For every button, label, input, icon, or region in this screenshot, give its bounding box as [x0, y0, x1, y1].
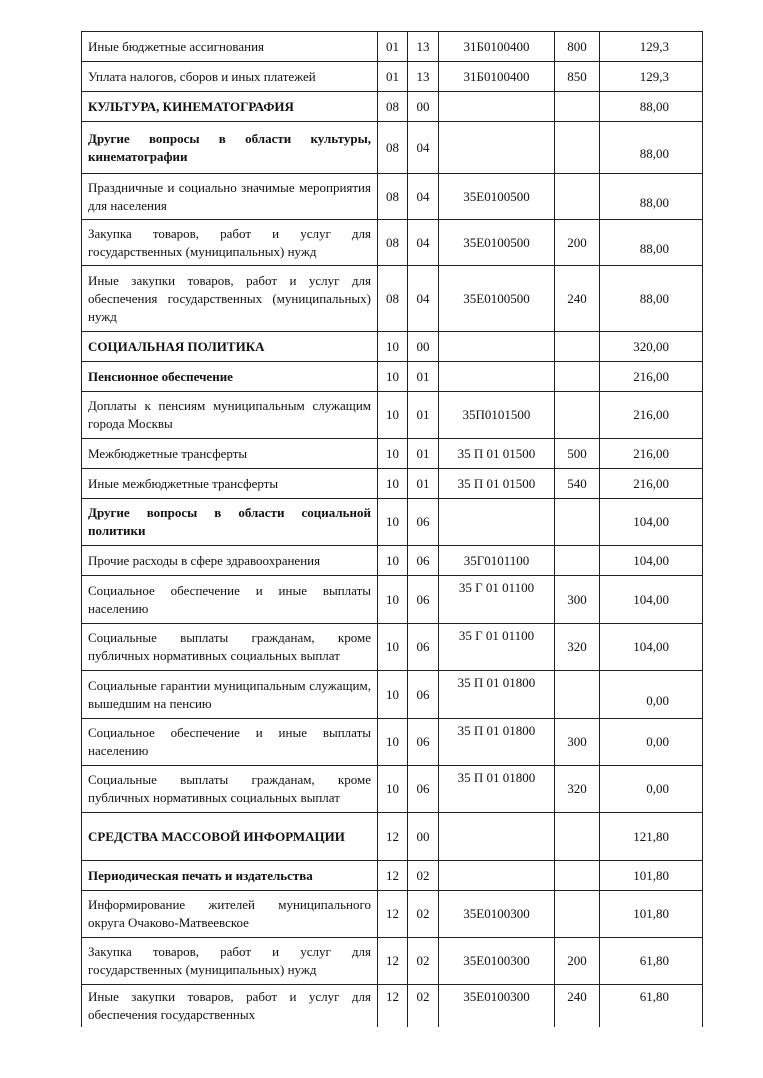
row-subsection: 06	[408, 624, 439, 671]
row-subsection: 00	[408, 92, 439, 122]
row-section: 08	[378, 122, 408, 174]
row-expense-type	[555, 861, 600, 891]
row-target-article: 35 П 01 01500	[439, 469, 555, 499]
row-target-article	[439, 122, 555, 174]
row-expense-type: 300	[555, 576, 600, 624]
row-name: Иные межбюджетные трансферты	[82, 469, 378, 499]
row-amount: 0,00	[600, 766, 703, 813]
row-amount: 0,00	[600, 719, 703, 766]
row-target-article: 35Е0100500	[439, 220, 555, 266]
row-name: Межбюджетные трансферты	[82, 439, 378, 469]
row-subsection: 06	[408, 576, 439, 624]
row-amount: 104,00	[600, 546, 703, 576]
row-expense-type	[555, 92, 600, 122]
row-name: Прочие расходы в сфере здравоохранения	[82, 546, 378, 576]
row-subsection: 01	[408, 469, 439, 499]
row-section: 12	[378, 985, 408, 1028]
table-row	[82, 174, 703, 220]
row-section: 10	[378, 719, 408, 766]
row-expense-type: 850	[555, 62, 600, 92]
row-section: 10	[378, 469, 408, 499]
row-subsection: 01	[408, 362, 439, 392]
row-expense-type: 540	[555, 469, 600, 499]
row-target-article	[439, 499, 555, 546]
row-amount: 216,00	[600, 362, 703, 392]
row-expense-type	[555, 499, 600, 546]
row-amount: 61,80	[600, 985, 703, 1028]
row-subsection: 06	[408, 719, 439, 766]
row-section: 08	[378, 266, 408, 332]
row-subsection: 04	[408, 174, 439, 220]
row-target-article: 35 П 01 01800	[439, 719, 555, 766]
row-target-article: 35Е0100500	[439, 266, 555, 332]
row-section: 10	[378, 546, 408, 576]
row-subsection: 04	[408, 266, 439, 332]
row-target-article: 35 П 01 01800	[439, 671, 555, 719]
table-row	[82, 220, 703, 266]
row-amount: 88,00	[600, 92, 703, 122]
row-amount: 61,80	[600, 938, 703, 985]
table-row	[82, 122, 703, 174]
row-amount: 216,00	[600, 439, 703, 469]
row-expense-type	[555, 122, 600, 174]
row-target-article: 31Б0100400	[439, 62, 555, 92]
row-section: 10	[378, 332, 408, 362]
row-amount: 88,00	[600, 220, 703, 266]
row-expense-type	[555, 813, 600, 861]
row-subsection: 06	[408, 546, 439, 576]
row-subsection: 00	[408, 813, 439, 861]
row-target-article	[439, 362, 555, 392]
row-target-article: 35 П 01 01500	[439, 439, 555, 469]
row-name: Закупка товаров, работ и услуг для государственных (муниципальных) нужд	[82, 938, 378, 985]
row-section: 10	[378, 671, 408, 719]
table-row	[82, 469, 703, 499]
row-name: Доплаты к пенсиям муниципальным служащим города Москвы	[82, 392, 378, 439]
row-name: Социальные гарантии муниципальным служащим, вышедшим на пенсию	[82, 671, 378, 719]
row-target-article: 31Б0100400	[439, 32, 555, 62]
row-section: 08	[378, 92, 408, 122]
row-name: Информирование жителей муниципального округа Очаково-Матвеевское	[82, 891, 378, 938]
table-row	[82, 671, 703, 719]
row-amount: 320,00	[600, 332, 703, 362]
table-row	[82, 719, 703, 766]
table-row	[82, 392, 703, 439]
row-name: Пенсионное обеспечение	[82, 362, 378, 392]
row-amount: 104,00	[600, 499, 703, 546]
row-subsection: 02	[408, 891, 439, 938]
row-expense-type: 320	[555, 624, 600, 671]
table-row	[82, 92, 703, 122]
table-row	[82, 499, 703, 546]
row-section: 01	[378, 32, 408, 62]
table-row	[82, 439, 703, 469]
table-row	[82, 766, 703, 813]
row-target-article	[439, 861, 555, 891]
row-name: Закупка товаров, работ и услуг для государственных (муниципальных) нужд	[82, 220, 378, 266]
row-expense-type: 800	[555, 32, 600, 62]
row-amount: 121,80	[600, 813, 703, 861]
row-expense-type	[555, 362, 600, 392]
row-name: Уплата налогов, сборов и иных платежей	[82, 62, 378, 92]
row-expense-type: 300	[555, 719, 600, 766]
row-target-article	[439, 332, 555, 362]
row-section: 12	[378, 891, 408, 938]
row-amount: 216,00	[600, 392, 703, 439]
row-subsection: 00	[408, 332, 439, 362]
row-name: Другие вопросы в области социальной политики	[82, 499, 378, 546]
row-subsection: 06	[408, 499, 439, 546]
row-target-article: 35Е0100300	[439, 938, 555, 985]
row-expense-type	[555, 546, 600, 576]
table-row	[82, 624, 703, 671]
row-name: Периодическая печать и издательства	[82, 861, 378, 891]
row-expense-type	[555, 891, 600, 938]
table-row	[82, 576, 703, 624]
table-row	[82, 332, 703, 362]
row-target-article	[439, 92, 555, 122]
row-target-article: 35 Г 01 01100	[439, 624, 555, 671]
row-subsection: 06	[408, 766, 439, 813]
row-expense-type: 320	[555, 766, 600, 813]
row-subsection: 06	[408, 671, 439, 719]
row-expense-type: 200	[555, 938, 600, 985]
row-section: 10	[378, 766, 408, 813]
row-amount: 216,00	[600, 469, 703, 499]
table-row	[82, 813, 703, 861]
row-amount: 129,3	[600, 62, 703, 92]
row-section: 08	[378, 174, 408, 220]
row-subsection: 02	[408, 985, 439, 1028]
row-amount: 104,00	[600, 624, 703, 671]
row-name: СРЕДСТВА МАССОВОЙ ИНФОРМАЦИИ	[82, 813, 378, 861]
row-section: 01	[378, 62, 408, 92]
row-expense-type	[555, 392, 600, 439]
row-amount: 88,00	[600, 174, 703, 220]
row-target-article: 35 Г 01 01100	[439, 576, 555, 624]
row-section: 10	[378, 439, 408, 469]
row-section: 10	[378, 499, 408, 546]
row-subsection: 01	[408, 392, 439, 439]
row-name: Социальное обеспечение и иные выплаты населению	[82, 576, 378, 624]
row-subsection: 13	[408, 32, 439, 62]
row-subsection: 04	[408, 220, 439, 266]
row-section: 10	[378, 576, 408, 624]
table-row	[82, 861, 703, 891]
row-target-article: 35Е0100300	[439, 891, 555, 938]
row-amount: 0,00	[600, 671, 703, 719]
row-target-article: 35П0101500	[439, 392, 555, 439]
table-row	[82, 362, 703, 392]
budget-table-body	[82, 32, 703, 1028]
table-row	[82, 891, 703, 938]
row-name: Социальное обеспечение и иные выплаты населению	[82, 719, 378, 766]
row-subsection: 04	[408, 122, 439, 174]
table-row	[82, 985, 703, 1028]
row-name: Иные бюджетные ассигнования	[82, 32, 378, 62]
row-section: 08	[378, 220, 408, 266]
row-target-article	[439, 813, 555, 861]
row-expense-type	[555, 174, 600, 220]
table-row	[82, 266, 703, 332]
row-amount: 101,80	[600, 891, 703, 938]
row-expense-type: 240	[555, 266, 600, 332]
row-section: 10	[378, 392, 408, 439]
row-section: 12	[378, 938, 408, 985]
row-name: Социальные выплаты гражданам, кроме публичных нормативных социальных выплат	[82, 766, 378, 813]
row-expense-type	[555, 332, 600, 362]
table-row	[82, 938, 703, 985]
row-target-article: 35Е0100500	[439, 174, 555, 220]
row-amount: 101,80	[600, 861, 703, 891]
row-subsection: 01	[408, 439, 439, 469]
row-amount: 104,00	[600, 576, 703, 624]
row-subsection: 02	[408, 938, 439, 985]
row-target-article: 35Е0100300	[439, 985, 555, 1028]
table-row	[82, 62, 703, 92]
table-row	[82, 546, 703, 576]
row-target-article: 35Г0101100	[439, 546, 555, 576]
row-amount: 129,3	[600, 32, 703, 62]
row-section: 10	[378, 624, 408, 671]
row-target-article: 35 П 01 01800	[439, 766, 555, 813]
row-expense-type: 500	[555, 439, 600, 469]
row-name: Другие вопросы в области культуры, кинематографии	[82, 122, 378, 174]
row-name: Праздничные и социально значимые мероприятия для населения	[82, 174, 378, 220]
row-name: КУЛЬТУРА, КИНЕМАТОГРАФИЯ	[82, 92, 378, 122]
row-subsection: 13	[408, 62, 439, 92]
row-name: СОЦИАЛЬНАЯ ПОЛИТИКА	[82, 332, 378, 362]
row-amount: 88,00	[600, 266, 703, 332]
row-amount: 88,00	[600, 122, 703, 174]
row-section: 10	[378, 362, 408, 392]
row-name: Иные закупки товаров, работ и услуг для обеспечения государственных (муниципальных) нужд	[82, 266, 378, 332]
row-subsection: 02	[408, 861, 439, 891]
budget-table	[81, 31, 703, 1027]
row-section: 12	[378, 861, 408, 891]
row-expense-type: 200	[555, 220, 600, 266]
row-expense-type: 240	[555, 985, 600, 1028]
row-name: Иные закупки товаров, работ и услуг для обеспечения государственных	[82, 985, 378, 1028]
table-row	[82, 32, 703, 62]
row-name: Социальные выплаты гражданам, кроме публичных нормативных социальных выплат	[82, 624, 378, 671]
row-expense-type	[555, 671, 600, 719]
row-section: 12	[378, 813, 408, 861]
